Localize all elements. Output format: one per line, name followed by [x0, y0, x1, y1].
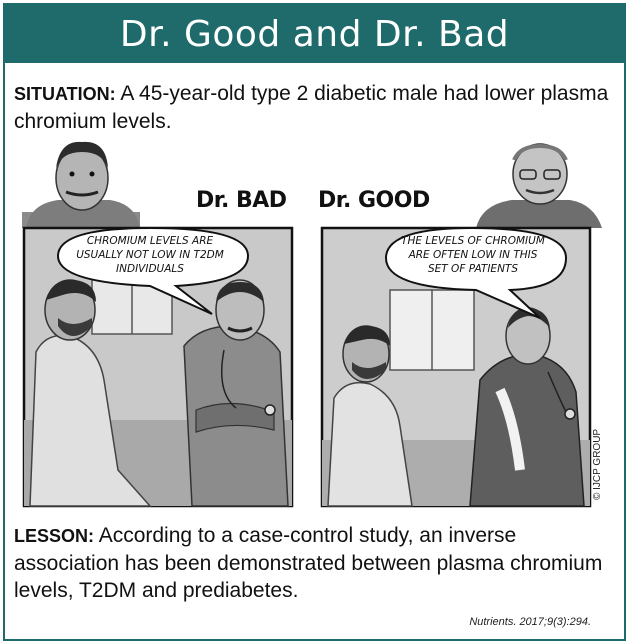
dr-bad-portrait — [22, 142, 140, 228]
page-title: Dr. Good and Dr. Bad — [119, 13, 510, 55]
situation-text: A 45-year-old type 2 diabetic male had lower plasma chromium levels. — [14, 82, 609, 133]
dr-good-portrait — [476, 144, 602, 228]
lesson-text: According to a case-control study, an inverse association has been demonstrated between plasma chromium levels, T2DM and prediabetes. — [14, 524, 603, 602]
copyright-notice: © IJCP GROUP — [592, 428, 603, 500]
lesson-block — [14, 522, 612, 604]
situation-label: SITUATION: — [14, 84, 116, 104]
dr-good-label: Dr. GOOD — [318, 188, 430, 213]
dr-good-speech: THE LEVELS OF CHROMIUM ARE OFTEN LOW IN THIS SET OF PATIENTS — [401, 235, 545, 275]
citation: Nutrients. 2017;9(3):294. — [469, 616, 591, 628]
dr-bad-label: Dr. BAD — [196, 188, 287, 213]
dr-bad-speech: CHROMIUM LEVELS ARE USUALLY NOT LOW IN T2DM INDIVIDUALS — [76, 235, 224, 275]
lesson-label: LESSON: — [14, 526, 95, 546]
